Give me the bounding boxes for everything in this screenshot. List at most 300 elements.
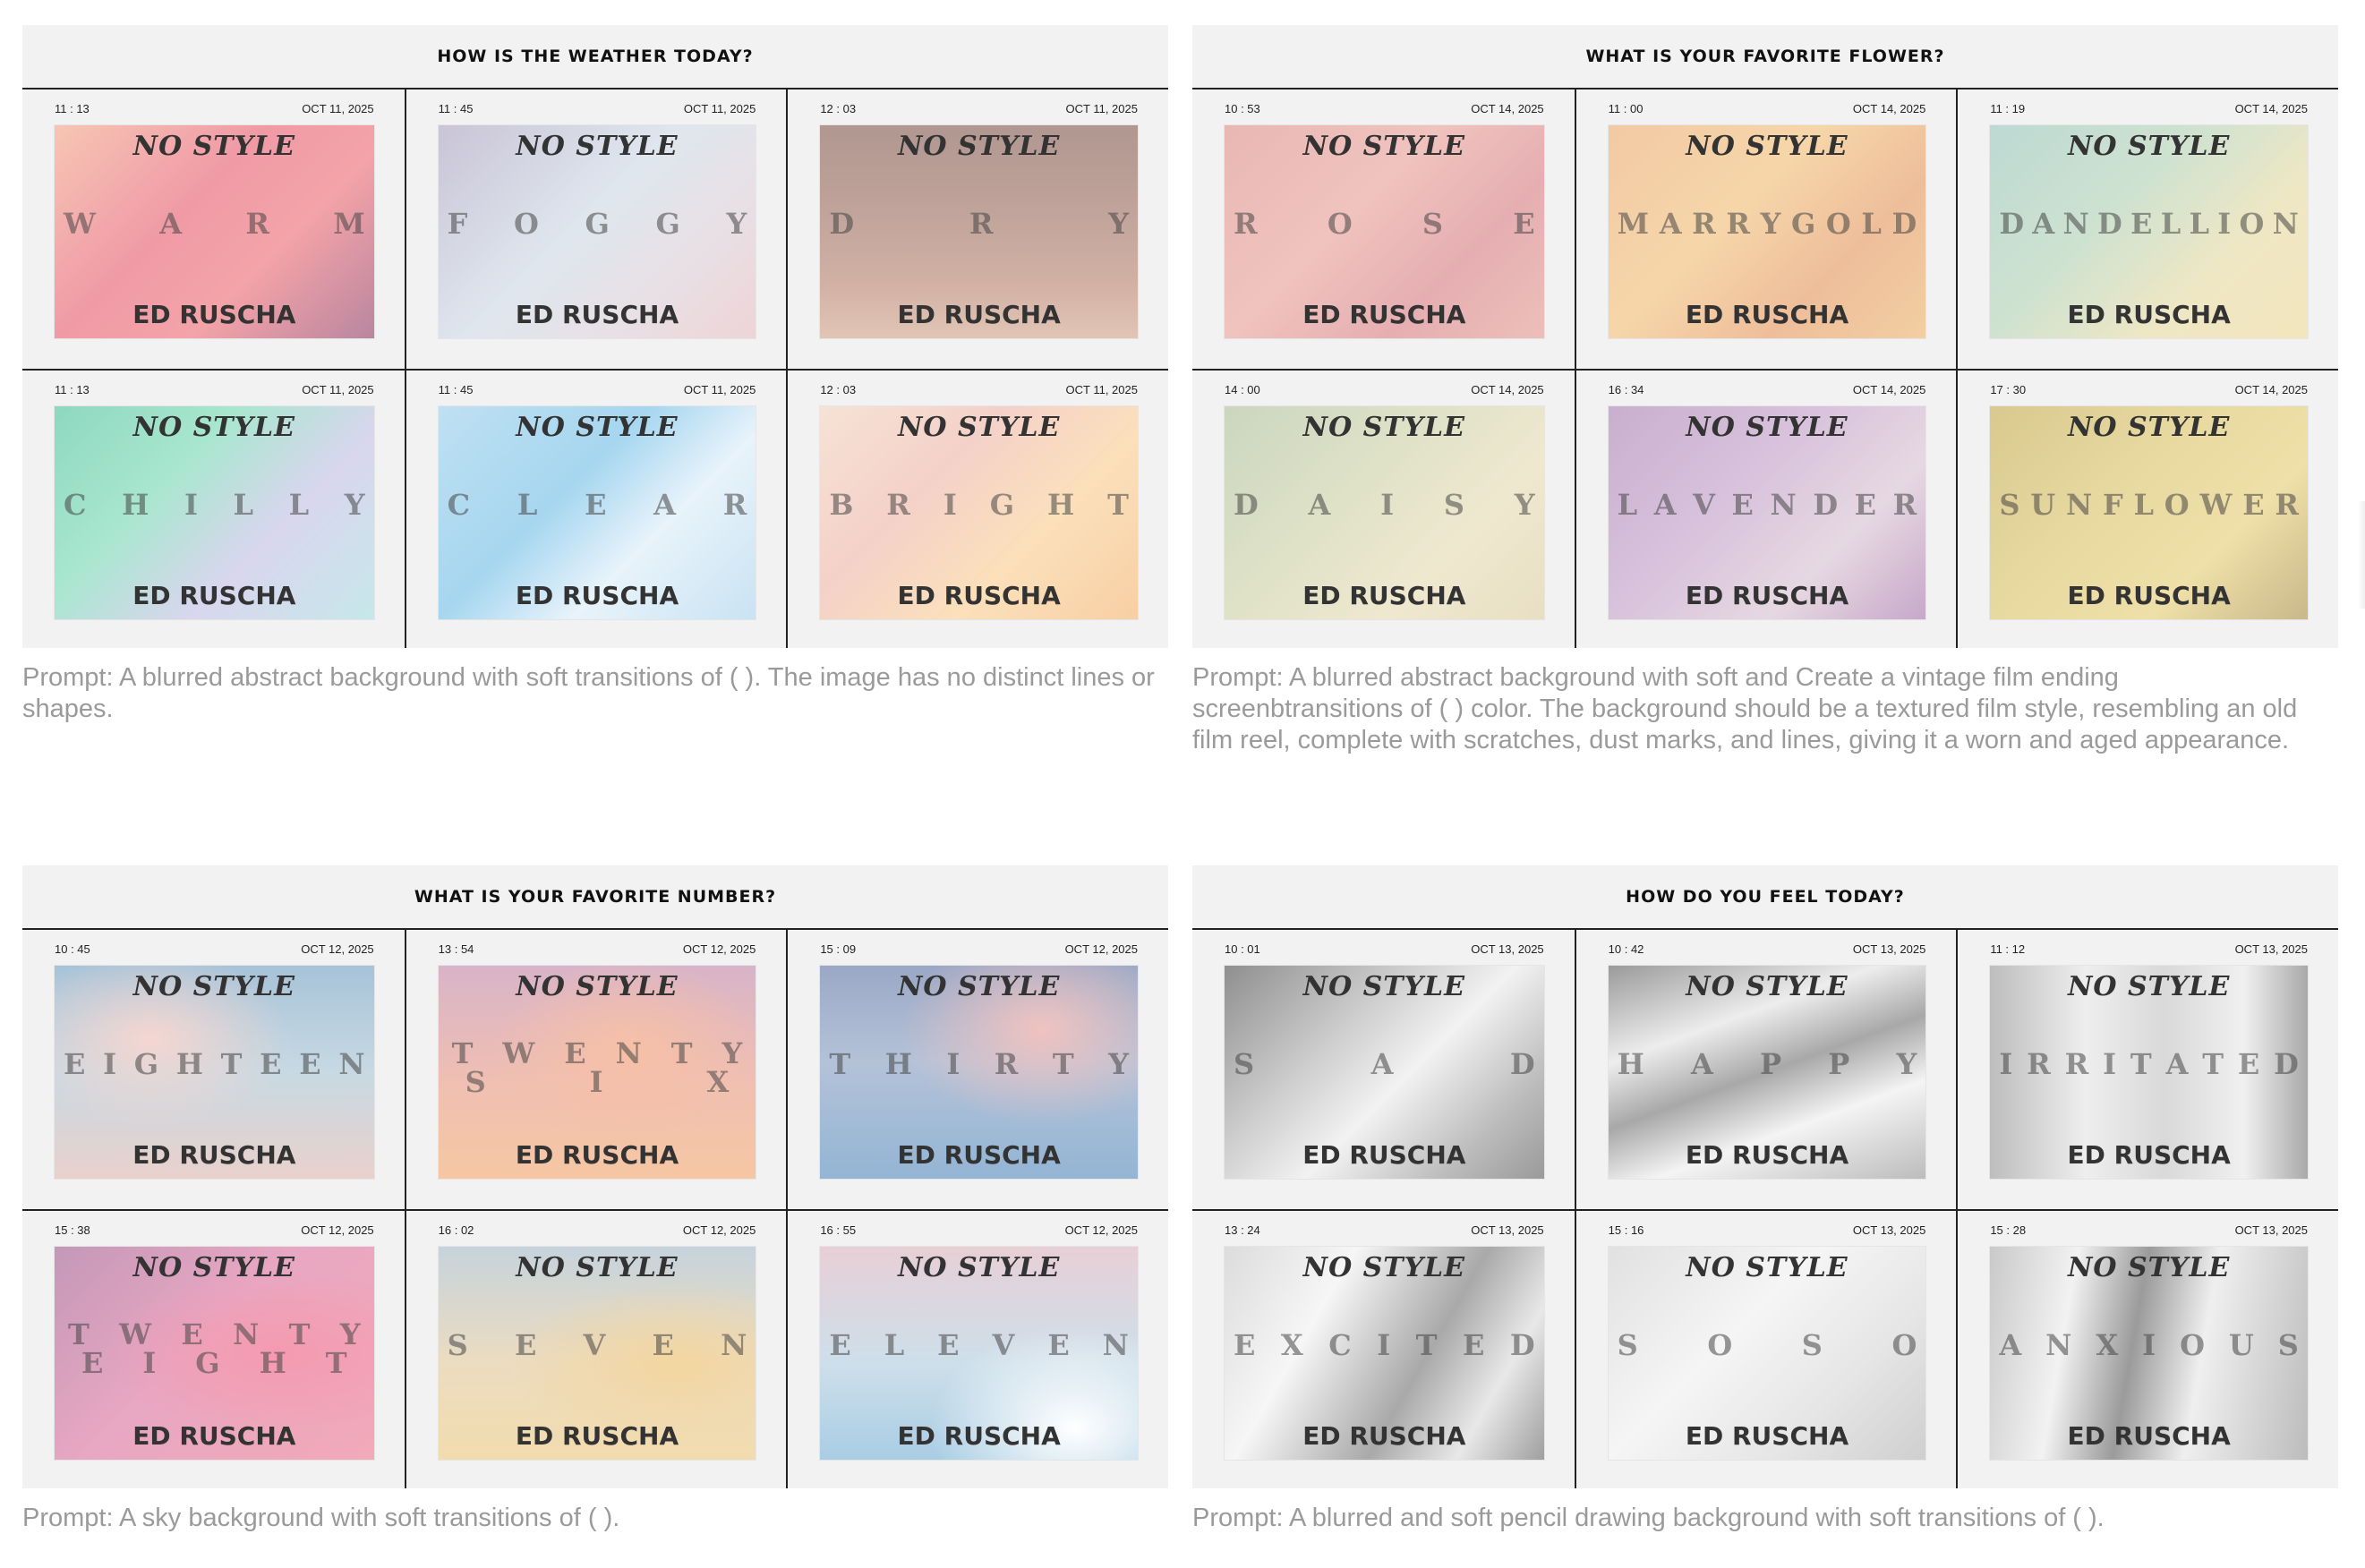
grid-cell xyxy=(405,369,787,648)
style-label: NO STYLE xyxy=(1302,1252,1466,1283)
generated-image-card xyxy=(1609,966,1926,1179)
word-letter: S xyxy=(447,1328,468,1362)
style-label: NO STYLE xyxy=(2067,971,2231,1002)
generated-image-card xyxy=(439,1247,756,1460)
grid-cell xyxy=(786,89,1168,369)
word-letter: T xyxy=(1052,1047,1074,1081)
cell-meta xyxy=(820,1223,1138,1238)
artist-label: ED RUSCHA xyxy=(2067,1140,2231,1170)
word-letter: G xyxy=(585,207,610,241)
generated-image-card xyxy=(55,1247,374,1460)
artist-label: ED RUSCHA xyxy=(1302,1140,1466,1170)
cell-meta xyxy=(1609,383,1926,397)
word-letter: G xyxy=(133,1047,159,1081)
card-word xyxy=(829,488,1129,522)
cell-meta xyxy=(820,102,1138,116)
style-label: NO STYLE xyxy=(1302,971,1466,1002)
grid-cell xyxy=(1956,930,2338,1209)
generated-image-card xyxy=(820,406,1138,619)
panel-title: WHAT IS YOUR FAVORITE FLOWER? xyxy=(1585,47,1945,66)
date-label: OCT 13, 2025 xyxy=(2234,942,2308,956)
word-letter: X xyxy=(706,1065,730,1099)
word-letter: S xyxy=(465,1065,486,1099)
word-letter: I xyxy=(2142,1328,2156,1362)
word-letter: G xyxy=(989,488,1015,522)
style-label: NO STYLE xyxy=(132,1252,296,1283)
word-letter: R xyxy=(2027,1047,2051,1081)
date-label: OCT 14, 2025 xyxy=(1852,383,1926,396)
word-letter: A xyxy=(1653,488,1677,522)
word-letter: L xyxy=(2160,207,2181,241)
card-word xyxy=(1617,488,1917,522)
word-letter: N xyxy=(2045,1328,2072,1362)
section-number xyxy=(22,865,1168,1534)
word-letter: E xyxy=(1462,1328,1485,1362)
timestamp: 13 : 54 xyxy=(438,942,474,956)
word-letter: A xyxy=(1691,1047,1713,1081)
word-letter: E xyxy=(1731,488,1754,522)
artist-label: ED RUSCHA xyxy=(2067,1421,2231,1451)
panel xyxy=(22,865,1168,1488)
card-word xyxy=(1234,488,1535,522)
word-letter: R xyxy=(969,207,994,241)
cell-meta xyxy=(1225,942,1544,957)
card-word xyxy=(1617,1047,1917,1081)
generated-image-card xyxy=(1225,125,1544,338)
date-label: OCT 14, 2025 xyxy=(1471,102,1544,115)
word-letter: R xyxy=(2275,488,2299,522)
card-word xyxy=(64,1047,365,1081)
card-word xyxy=(447,488,747,522)
generated-image-card xyxy=(1225,1247,1544,1460)
word-letter: C xyxy=(1328,1328,1352,1362)
right-edge-shadow xyxy=(2358,501,2365,609)
word-letter: R xyxy=(1234,207,1258,241)
word-letter: P xyxy=(1828,1047,1850,1081)
word-letter: H xyxy=(175,1047,203,1081)
cell-meta xyxy=(439,942,756,957)
word-letter: G xyxy=(1790,207,1816,241)
word-letter: R xyxy=(1726,207,1750,241)
word-letter: A xyxy=(2032,207,2055,241)
artist-label: ED RUSCHA xyxy=(897,581,1061,610)
style-label: NO STYLE xyxy=(1686,131,1848,162)
word-letter: O xyxy=(2180,1328,2205,1362)
word-letter: D xyxy=(1813,488,1839,522)
timestamp: 16 : 55 xyxy=(820,1223,857,1237)
word-letter: E xyxy=(181,1317,203,1351)
date-label: OCT 14, 2025 xyxy=(2234,102,2308,115)
word-letter: O xyxy=(1825,207,1851,241)
date-label: OCT 13, 2025 xyxy=(2234,1223,2308,1237)
word-letter: N xyxy=(721,1328,747,1362)
timestamp: 12 : 03 xyxy=(820,383,857,396)
word-letter: Y xyxy=(1896,1047,1917,1081)
word-letter: Y xyxy=(339,1317,361,1351)
word-letter: E xyxy=(514,1328,537,1362)
word-line xyxy=(64,1317,365,1351)
word-letter: N xyxy=(2062,207,2089,241)
word-letter: T xyxy=(1415,1328,1438,1362)
grid-cell xyxy=(1956,1209,2338,1488)
timestamp: 11 : 00 xyxy=(1608,102,1644,115)
word-letter: D xyxy=(1999,207,2025,241)
cell-meta xyxy=(1225,383,1544,397)
word-letter: F xyxy=(2102,488,2123,522)
date-label: OCT 11, 2025 xyxy=(302,383,374,396)
word-letter: R xyxy=(2064,1047,2089,1081)
word-letter: I xyxy=(1377,1328,1391,1362)
date-label: OCT 12, 2025 xyxy=(682,1223,756,1237)
panel xyxy=(1192,865,2338,1488)
card-word xyxy=(1999,207,2299,241)
word-letter: T xyxy=(68,1317,90,1351)
word-letter: Y xyxy=(1514,488,1535,522)
date-label: OCT 12, 2025 xyxy=(1064,1223,1138,1237)
artist-label: ED RUSCHA xyxy=(1302,300,1466,329)
word-letter: R xyxy=(1692,207,1716,241)
card-grid xyxy=(1192,88,2338,648)
grid-cell xyxy=(1192,369,1575,648)
date-label: OCT 12, 2025 xyxy=(1064,942,1138,956)
artist-label: ED RUSCHA xyxy=(897,1140,1061,1170)
section-feel xyxy=(1192,865,2338,1534)
word-letter: T xyxy=(325,1346,347,1380)
style-label: NO STYLE xyxy=(1686,971,1848,1002)
word-letter: I xyxy=(589,1065,603,1099)
word-letter: S xyxy=(1422,207,1444,241)
card-word xyxy=(64,1317,365,1380)
artist-label: ED RUSCHA xyxy=(515,1421,679,1451)
grid-cell xyxy=(1575,89,1957,369)
word-letter: L xyxy=(2133,488,2154,522)
grid-cell xyxy=(786,1209,1168,1488)
card-word xyxy=(829,207,1129,241)
artist-label: ED RUSCHA xyxy=(132,1421,296,1451)
word-letter: X xyxy=(2096,1328,2119,1362)
word-letter: Y xyxy=(1108,1047,1129,1081)
word-letter: N xyxy=(2065,488,2093,522)
timestamp: 11 : 13 xyxy=(55,383,90,396)
word-letter: O xyxy=(2239,207,2265,241)
section-flower xyxy=(1192,25,2338,756)
word-letter: O xyxy=(1327,207,1353,241)
card-word xyxy=(64,488,365,522)
word-letter: E xyxy=(81,1346,104,1380)
word-letter: E xyxy=(1234,1328,1256,1362)
word-letter: E xyxy=(585,488,607,522)
cell-meta xyxy=(55,942,374,957)
generated-image-card xyxy=(1609,406,1926,619)
date-label: OCT 13, 2025 xyxy=(1471,1223,1544,1237)
card-word xyxy=(829,1047,1129,1081)
word-letter: I xyxy=(103,1047,117,1081)
word-letter: W xyxy=(119,1317,152,1351)
word-letter: D xyxy=(829,207,855,241)
card-word xyxy=(1617,1328,1917,1362)
generated-image-card xyxy=(55,966,374,1179)
word-letter: E xyxy=(2237,1047,2260,1081)
word-letter: W xyxy=(502,1036,535,1070)
card-word xyxy=(1234,1047,1535,1081)
style-label: NO STYLE xyxy=(1686,1252,1848,1283)
cell-meta xyxy=(820,942,1138,957)
style-label: NO STYLE xyxy=(897,1252,1061,1283)
word-letter: T xyxy=(670,1036,693,1070)
word-letter: L xyxy=(1617,488,1638,522)
artist-label: ED RUSCHA xyxy=(897,1421,1061,1451)
word-letter: C xyxy=(447,488,471,522)
timestamp: 11 : 13 xyxy=(55,102,90,115)
word-letter: Y xyxy=(1108,207,1129,241)
word-letter: E xyxy=(64,1047,86,1081)
card-word xyxy=(64,207,365,241)
card-grid xyxy=(1192,928,2338,1488)
artist-label: ED RUSCHA xyxy=(2067,581,2231,610)
word-letter: E xyxy=(1513,207,1535,241)
cell-meta xyxy=(439,1223,756,1238)
word-letter: R xyxy=(886,488,910,522)
word-letter: E xyxy=(260,1047,282,1081)
timestamp: 15 : 16 xyxy=(1608,1223,1644,1237)
card-word xyxy=(448,1036,747,1099)
word-letter: E xyxy=(1047,1328,1070,1362)
word-line xyxy=(64,1346,365,1380)
style-label: NO STYLE xyxy=(516,412,679,443)
card-grid xyxy=(22,928,1168,1488)
word-letter: T xyxy=(451,1036,474,1070)
word-letter: I xyxy=(184,488,198,522)
date-label: OCT 13, 2025 xyxy=(1471,942,1544,956)
word-letter: L xyxy=(884,1328,905,1362)
generated-image-card xyxy=(1990,125,2308,338)
cell-meta xyxy=(1609,942,1926,957)
word-letter: E xyxy=(937,1328,960,1362)
timestamp: 10 : 45 xyxy=(55,942,90,956)
word-letter: U xyxy=(2030,488,2056,522)
word-letter: I xyxy=(1380,488,1395,522)
artist-label: ED RUSCHA xyxy=(1302,581,1466,610)
cell-meta xyxy=(1225,1223,1544,1238)
generated-image-card xyxy=(55,406,374,619)
prompt-text: Prompt: A sky background with soft transitions of ( ). xyxy=(22,1504,620,1532)
generated-image-card xyxy=(1609,125,1926,338)
word-letter: W xyxy=(64,207,96,241)
word-letter: L xyxy=(517,488,538,522)
word-letter: L xyxy=(233,488,254,522)
card-word xyxy=(1999,1047,2299,1081)
date-label: OCT 14, 2025 xyxy=(1852,102,1926,115)
word-letter: B xyxy=(829,488,854,522)
card-word xyxy=(829,1328,1129,1362)
word-letter: N xyxy=(338,1047,365,1081)
grid-cell xyxy=(405,1209,787,1488)
artist-label: ED RUSCHA xyxy=(1685,1140,1849,1170)
word-letter: A xyxy=(159,207,183,241)
word-line xyxy=(448,1065,747,1099)
generated-image-card xyxy=(1225,406,1544,619)
generated-image-card xyxy=(55,125,374,338)
prompt-text: Prompt: A blurred and soft pencil drawing background with soft transitions of ( ). xyxy=(1192,1504,2105,1532)
word-letter: Y xyxy=(721,1036,743,1070)
word-letter: G xyxy=(655,207,680,241)
style-label: NO STYLE xyxy=(2067,131,2231,162)
cell-meta xyxy=(55,1223,374,1238)
cell-meta xyxy=(55,102,374,116)
date-label: OCT 11, 2025 xyxy=(683,383,756,396)
generated-image-card xyxy=(1609,1247,1926,1460)
artist-label: ED RUSCHA xyxy=(132,581,296,610)
word-letter: V xyxy=(992,1328,1015,1362)
cell-meta xyxy=(1990,102,2308,116)
word-letter: O xyxy=(2164,488,2190,522)
prompt-text: Prompt: A blurred abstract background with soft transitions of ( ). The image has no distinct lines or shapes. xyxy=(22,663,1155,723)
card-word xyxy=(1999,488,2299,522)
generated-image-card xyxy=(439,406,756,619)
word-letter: N xyxy=(2272,207,2299,241)
word-letter: I xyxy=(2103,1047,2117,1081)
card-grid xyxy=(22,88,1168,648)
word-letter: M xyxy=(333,207,365,241)
timestamp: 13 : 24 xyxy=(1225,1223,1260,1237)
timestamp: 16 : 02 xyxy=(438,1223,474,1237)
date-label: OCT 12, 2025 xyxy=(301,942,374,956)
word-letter: R xyxy=(245,207,269,241)
word-letter: A xyxy=(1999,1328,2022,1362)
panel-title: HOW IS THE WEATHER TODAY? xyxy=(437,47,754,66)
generated-image-card xyxy=(1225,966,1544,1179)
timestamp: 15 : 09 xyxy=(820,942,857,956)
word-letter: W xyxy=(2199,488,2233,522)
grid-cell xyxy=(1956,369,2338,648)
word-letter: H xyxy=(884,1047,912,1081)
generated-image-card xyxy=(1990,406,2308,619)
date-label: OCT 14, 2025 xyxy=(1471,383,1544,396)
word-letter: E xyxy=(829,1328,851,1362)
card-word xyxy=(1234,207,1535,241)
card-word xyxy=(447,1328,747,1362)
timestamp: 17 : 30 xyxy=(1990,383,2027,396)
style-label: NO STYLE xyxy=(132,971,296,1002)
timestamp: 10 : 53 xyxy=(1225,102,1260,115)
generated-image-card xyxy=(820,966,1138,1179)
word-letter: A xyxy=(1370,1047,1394,1081)
artist-label: ED RUSCHA xyxy=(1302,1421,1466,1451)
word-letter: M xyxy=(1617,207,1650,241)
word-letter: I xyxy=(1999,1047,2013,1081)
style-label: NO STYLE xyxy=(516,1252,679,1283)
word-letter: L xyxy=(1861,207,1882,241)
word-letter: I xyxy=(2217,207,2232,241)
word-letter: N xyxy=(233,1317,260,1351)
word-letter: T xyxy=(220,1047,243,1081)
word-letter: I xyxy=(142,1346,157,1380)
date-label: OCT 11, 2025 xyxy=(1065,102,1138,115)
style-label: NO STYLE xyxy=(1302,412,1466,443)
style-label: NO STYLE xyxy=(516,971,679,1002)
word-letter: T xyxy=(829,1047,851,1081)
grid-cell xyxy=(22,369,405,648)
timestamp: 11 : 19 xyxy=(1990,102,2026,115)
word-letter: S xyxy=(2277,1328,2299,1362)
prompt-text: Prompt: A blurred abstract background with soft and Create a vintage film ending screenbtransitions of ( ) color. The background should be a textured film style, resembling an old film reel, complete with scratches, dust marks, and lines, giving it a worn and aged appearance. xyxy=(1192,663,2298,754)
generated-image-card xyxy=(820,125,1138,338)
word-letter: O xyxy=(514,207,539,241)
word-letter: F xyxy=(447,207,468,241)
section-weather xyxy=(22,25,1168,725)
word-letter: R xyxy=(1892,488,1917,522)
grid-cell xyxy=(1192,1209,1575,1488)
word-letter: I xyxy=(943,488,957,522)
word-letter: X xyxy=(1280,1328,1303,1362)
cell-meta xyxy=(1225,102,1544,116)
word-letter: O xyxy=(1707,1328,1733,1362)
word-letter: Y xyxy=(726,207,747,241)
style-label: NO STYLE xyxy=(897,131,1061,162)
word-line xyxy=(448,1036,747,1070)
date-label: OCT 11, 2025 xyxy=(683,102,756,115)
word-letter: H xyxy=(122,488,149,522)
artist-label: ED RUSCHA xyxy=(2067,300,2231,329)
timestamp: 15 : 28 xyxy=(1990,1223,2027,1237)
grid-cell xyxy=(1192,930,1575,1209)
generated-image-card xyxy=(820,1247,1138,1460)
grid-cell xyxy=(1575,369,1957,648)
word-letter: S xyxy=(1443,488,1464,522)
grid-cell xyxy=(22,89,405,369)
word-letter: Y xyxy=(344,488,365,522)
word-letter: E xyxy=(652,1328,674,1362)
word-letter: S xyxy=(1617,1328,1638,1362)
word-letter: E xyxy=(564,1036,586,1070)
panel-title: HOW DO YOU FEEL TODAY? xyxy=(1626,887,1905,907)
word-letter: S xyxy=(1801,1328,1823,1362)
word-letter: D xyxy=(1891,207,1917,241)
word-letter: D xyxy=(2274,1047,2299,1081)
cell-meta xyxy=(1609,1223,1926,1238)
style-label: NO STYLE xyxy=(132,412,296,443)
style-label: NO STYLE xyxy=(516,131,679,162)
word-letter: T xyxy=(288,1317,311,1351)
date-label: OCT 12, 2025 xyxy=(301,1223,374,1237)
word-letter: O xyxy=(1891,1328,1917,1362)
timestamp: 11 : 12 xyxy=(1990,942,2026,956)
date-label: OCT 12, 2025 xyxy=(682,942,756,956)
word-letter: T xyxy=(2202,1047,2224,1081)
date-label: OCT 11, 2025 xyxy=(302,102,374,115)
style-label: NO STYLE xyxy=(2067,412,2231,443)
grid-cell xyxy=(1956,89,2338,369)
word-letter: A xyxy=(1659,207,1682,241)
word-letter: D xyxy=(2097,207,2122,241)
cell-meta xyxy=(1990,383,2308,397)
cell-meta xyxy=(55,383,374,397)
word-letter: S xyxy=(1234,1047,1255,1081)
panel xyxy=(22,25,1168,648)
style-label: NO STYLE xyxy=(897,971,1061,1002)
word-letter: N xyxy=(1770,488,1797,522)
artist-label: ED RUSCHA xyxy=(1685,300,1849,329)
panel xyxy=(1192,25,2338,648)
word-letter: D xyxy=(1509,1047,1535,1081)
artist-label: ED RUSCHA xyxy=(515,581,679,610)
artist-label: ED RUSCHA xyxy=(132,300,296,329)
grid-cell xyxy=(1192,89,1575,369)
word-letter: S xyxy=(1999,488,2020,522)
word-letter: N xyxy=(1102,1328,1129,1362)
word-letter: A xyxy=(1308,488,1331,522)
grid-cell xyxy=(405,930,787,1209)
